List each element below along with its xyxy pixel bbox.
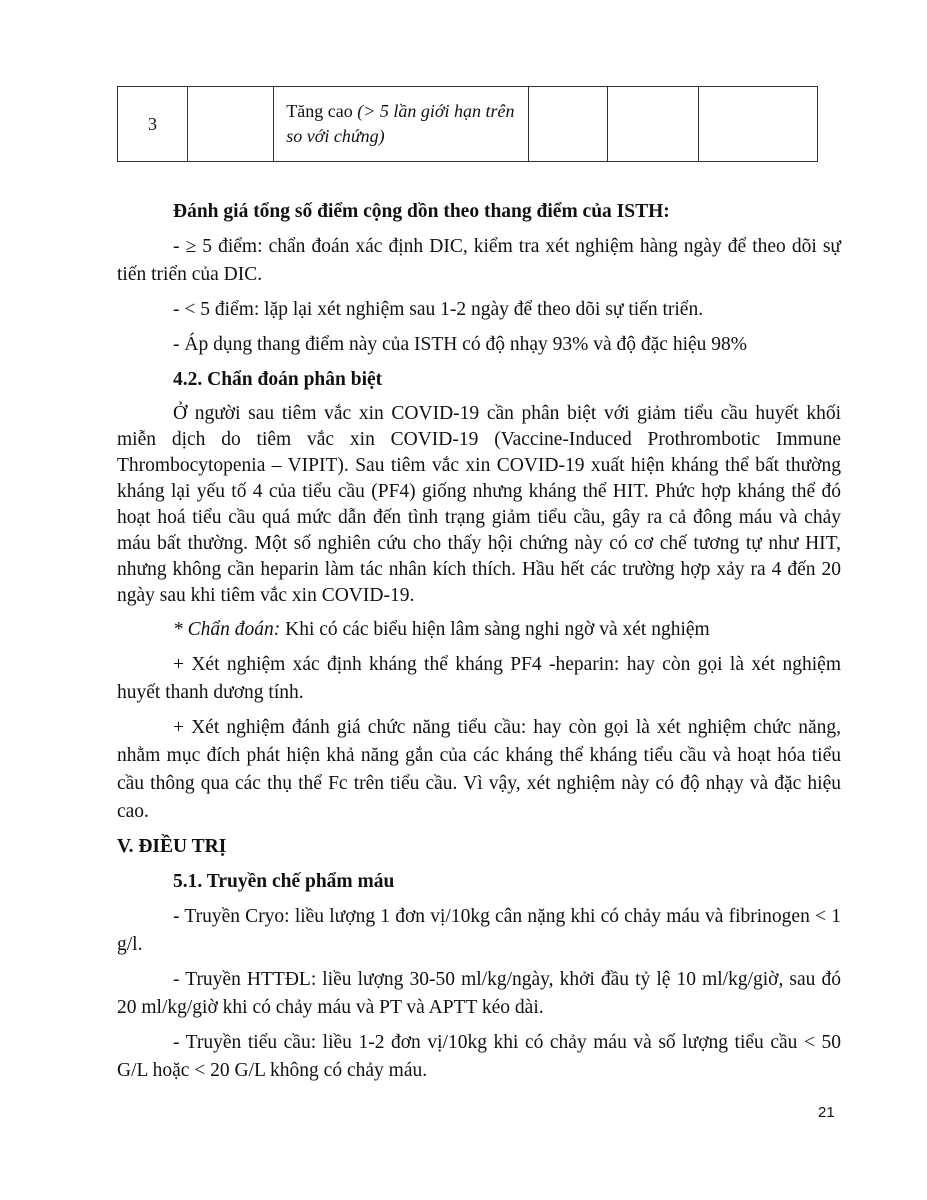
empty-cell	[188, 87, 274, 162]
empty-cell	[698, 87, 817, 162]
treatment-item-1: - Truyền Cryo: liều lượng 1 đơn vị/10kg cân nặng khi có chảy máu và fibrinogen < 1 g/l.	[117, 906, 841, 955]
diff-paragraph: Ở người sau tiêm vắc xin COVID-19 cần phân biệt với giảm tiểu cầu huyết khối miễn dịch do tiêm vắc xin COVID-19 (Vaccine-Induced Prothrombotic Immune Thrombocytopenia – VIPIT). Sau tiêm vắc xin COVID-19 xuất hiện kháng thể bất thường kháng lại yếu tố 4 của tiểu cầu (PF4) giống nhưng kháng thể HIT. Phức hợp kháng thể đó hoạt hoá tiểu cầu quá mức dẫn đến tình trạng giảm tiểu cầu, gây ra cả đông máu và chảy máu bất thường. Một số nghiên cứu cho thấy hội chứng này có cơ chế tương tự như HIT, nhưng không cần heparin làm tác nhân kích thích. Hầu hết các trường hợp xảy ra 4 đến 20 ngày sau khi tiêm vắc xin COVID-19.	[117, 403, 841, 606]
isth-bullet-2: - < 5 điểm: lặp lại xét nghiệm sau 1-2 ngày để theo dõi sự tiến triển.	[173, 299, 704, 320]
treatment-item-2: - Truyền HTTĐL: liều lượng 30-50 ml/kg/ngày, khởi đầu tỷ lệ 10 ml/kg/giờ, sau đó 20 ml/kg/giờ khi có chảy máu và PT và APTT kéo dài.	[117, 969, 841, 1018]
isth-bullet-3: - Áp dụng thang điểm này của ISTH có độ nhạy 93% và độ đặc hiệu 98%	[173, 334, 748, 355]
row-number-cell: 3	[118, 87, 188, 162]
diff-diagnosis-heading: 4.2. Chẩn đoán phân biệt	[173, 369, 383, 390]
empty-cell	[607, 87, 698, 162]
table-row	[118, 87, 818, 162]
test-item-1: + Xét nghiệm xác định kháng thể kháng PF4 -heparin: hay còn gọi là xét nghiệm huyết thanh dương tính.	[117, 654, 841, 703]
empty-cell	[529, 87, 607, 162]
test-item-2: + Xét nghiệm đánh giá chức năng tiểu cầu: hay còn gọi là xét nghiệm chức năng, nhằm mục đích phát hiện khả năng gắn của các kháng thể kháng tiểu cầu và hoạt hóa tiểu cầu thông qua các thụ thể Fc trên tiểu cầu. Vì vậy, xét nghiệm này có độ nhạy và đặc hiệu cao.	[117, 717, 841, 822]
diagnosis-text: Khi có các biểu hiện lâm sàng nghi ngờ và xét nghiệm	[280, 619, 710, 640]
treatment-item-3: - Truyền tiểu cầu: liều 1-2 đơn vị/10kg khi có chảy máu và số lượng tiểu cầu < 50 G/L hoặc < 20 G/L không có chảy máu.	[117, 1032, 841, 1081]
body-text	[117, 198, 841, 1092]
treatment-heading: V. ĐIỀU TRỊ	[117, 836, 227, 857]
page-number: 21	[818, 1104, 835, 1121]
row-description-main: Tăng cao	[286, 101, 358, 121]
diagnosis-line	[117, 616, 841, 644]
row-description-italic: (> 5 lần giới hạn trên so với chứng)	[286, 101, 515, 146]
row-description-cell	[274, 87, 529, 162]
isth-bullet-1: - ≥ 5 điểm: chẩn đoán xác định DIC, kiểm tra xét nghiệm hàng ngày để theo dõi sự tiến triển của DIC.	[117, 236, 841, 285]
score-table	[117, 86, 818, 162]
diagnosis-label: * Chẩn đoán:	[173, 619, 281, 640]
treatment-subheading: 5.1. Truyền chế phẩm máu	[173, 871, 395, 892]
isth-heading: Đánh giá tổng số điểm cộng dồn theo thang điểm của ISTH:	[173, 201, 670, 222]
